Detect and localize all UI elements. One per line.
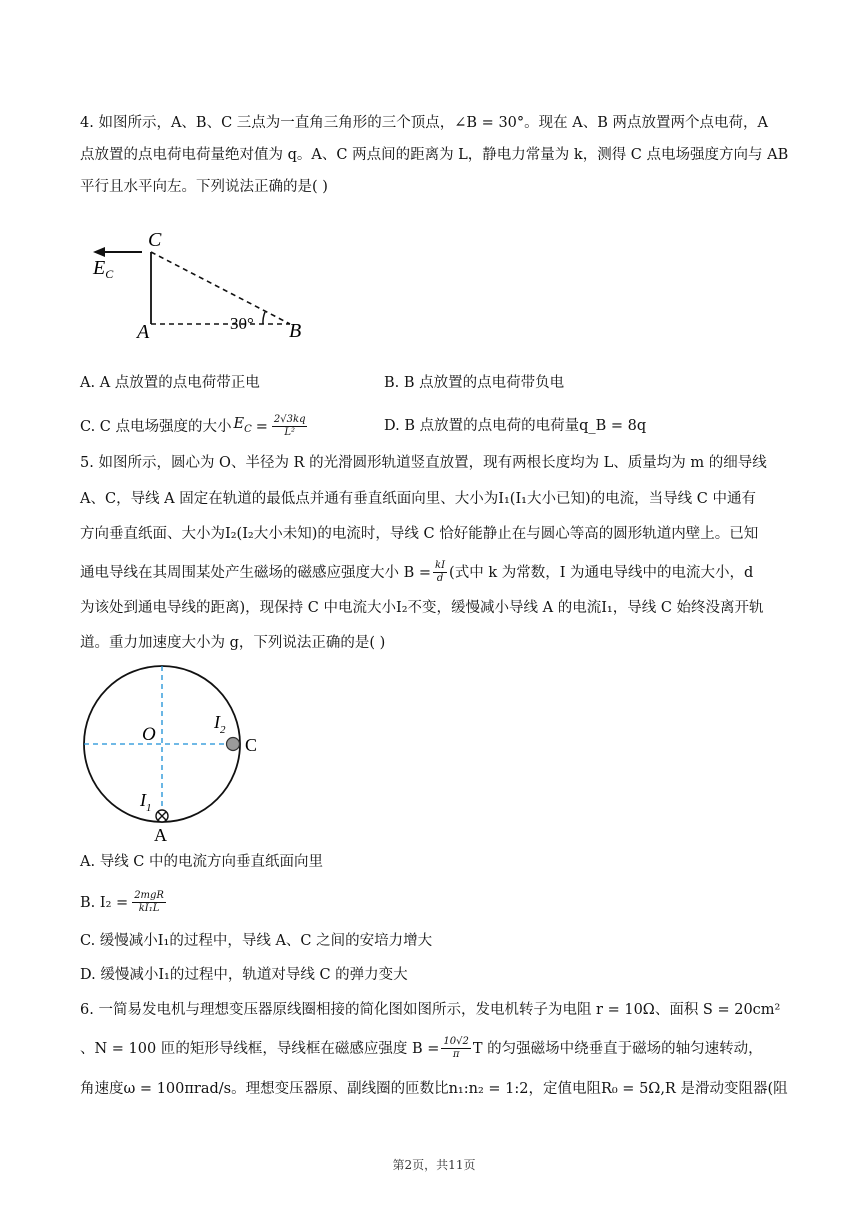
q5-circle-figure [78, 660, 278, 845]
q4-line-1: 4. 如图所示，A、B、C 三点为一直角三角形的三个顶点，∠B = 30°。现在 A、B 两点放置两个点电荷，A [80, 115, 768, 131]
q5-b-fraction [433, 560, 447, 585]
q4-option-c-prefix: C. C 点电场强度的大小 [80, 418, 232, 435]
q4-label-ec: $E_C$ [93, 257, 114, 281]
q4-line-3: 平行且水平向左。下列说法正确的是( ) [80, 179, 328, 195]
q5-label-o: O [142, 724, 156, 745]
q5-line-4-suffix: (式中 k 为常数，I 为通电导线中的电流大小，d [449, 564, 754, 581]
q4-ec-arrowhead [93, 247, 105, 257]
q4-option-c-num: 2√3kq [273, 414, 306, 426]
q5-option-d: D. 缓慢减小I₁的过程中，轨道对导线 C 的弹力变大 [80, 967, 408, 983]
q4-label-c: C [148, 229, 162, 251]
q4-option-c-lhs: $E_C$ [233, 416, 252, 435]
q4-option-c-den: L² [284, 427, 296, 439]
q5-option-b [80, 890, 166, 915]
q5-option-b-den: kI₁L [138, 903, 160, 914]
q4-label-a: A [137, 321, 150, 343]
q5-b-den: d [436, 573, 444, 584]
q4-triangle-figure [85, 222, 325, 347]
q5-label-i2: $I_2$ [214, 712, 226, 736]
page-footer: 第2页，共11页 [392, 1158, 476, 1172]
q5-label-i1: $I_1$ [140, 790, 152, 814]
q6-b-num: 10√2 [443, 1036, 469, 1047]
q4-line-2: 点放置的点电荷电荷量绝对值为 q。A、C 两点间的距离为 L，静电力常量为 k，测得 C 点电场强度方向与 AB [80, 147, 789, 163]
q5-option-b-fraction [132, 890, 166, 915]
q5-option-b-num: 2mgR [134, 890, 164, 901]
q5-wire-a-into-page-icon [156, 810, 168, 822]
q5-line-2: A、C，导线 A 固定在轨道的最低点并通有垂直纸面向里、大小为I₁(I₁大小已知)的电流，当导线 C 中通有 [80, 491, 756, 507]
q6-line-2-suffix: T 的匀强磁场中绕垂直于磁场的轴匀速转动， [472, 1040, 763, 1057]
q4-option-c: C. C 点电场强度的大小 $E_C$ = $\frac{2√3kq}{\text{L²}}$ [80, 414, 306, 439]
q5-line-4-prefix: 通电导线在其周围某处产生磁场的磁感应强度大小 B = [80, 564, 432, 581]
q4-option-c-fraction [272, 414, 308, 439]
q5-option-b-prefix: B. I₂ = [80, 894, 129, 911]
q6-line-3: 角速度ω = 100πrad/s。理想变压器原、副线圈的匝数比n₁:n₂ = 1:2，定值电阻R₀ = 5Ω,R 是滑动变阻器(阻 [80, 1081, 788, 1097]
q6-b-fraction [441, 1036, 470, 1061]
q4-angle-arc [263, 312, 265, 324]
q6-line-2 [80, 1036, 763, 1061]
q5-b-num: kI [435, 560, 446, 571]
q6-line-2-prefix: 、N = 100 匝的矩形导线框，导线框在磁感应强度 B = [80, 1040, 440, 1057]
q5-line-4 [80, 560, 753, 585]
q4-option-d: D. B 点放置的点电荷的电荷量q_B = 8q [384, 418, 647, 434]
q5-option-a: A. 导线 C 中的电流方向垂直纸面向里 [80, 854, 324, 870]
q5-option-c: C. 缓慢减小I₁的过程中，导线 A、C 之间的安培力增大 [80, 933, 433, 949]
q5-label-c: C [245, 735, 258, 755]
q5-wire-c [227, 738, 240, 751]
q5-line-3: 方向垂直纸面、大小为I₂(I₂大小未知)的电流时，导线 C 恰好能静止在与圆心等高的圆形轨道内壁上。已知 [80, 526, 759, 542]
q4-label-b: B [289, 320, 302, 342]
q4-side-cb [151, 252, 290, 324]
q5-line-6: 道。重力加速度大小为 g，下列说法正确的是( ) [80, 635, 386, 651]
q4-option-a: A. A 点放置的点电荷带正电 [80, 375, 260, 391]
q5-line-1: 5. 如图所示，圆心为 O、半径为 R 的光滑圆形轨道竖直放置，现有两根长度均为 L、质量均为 m 的细导线 [80, 455, 767, 471]
q6-b-den: π [452, 1049, 460, 1060]
q4-angle-label: 30° [230, 314, 254, 333]
q4-option-b: B. B 点放置的点电荷带负电 [384, 375, 565, 391]
q5-track-circle [84, 666, 240, 822]
q5-line-5: 为该处到通电导线的距离)，现保持 C 中电流大小I₂不变，缓慢减小导线 A 的电流I₁，导线 C 始终没离开轨 [80, 600, 764, 616]
q6-line-1: 6. 一简易发电机与理想变压器原线圈相接的简化图如图所示，发电机转子为电阻 r = 10Ω、面积 S = 20cm² [80, 1002, 781, 1018]
q5-label-a: A [154, 825, 167, 845]
